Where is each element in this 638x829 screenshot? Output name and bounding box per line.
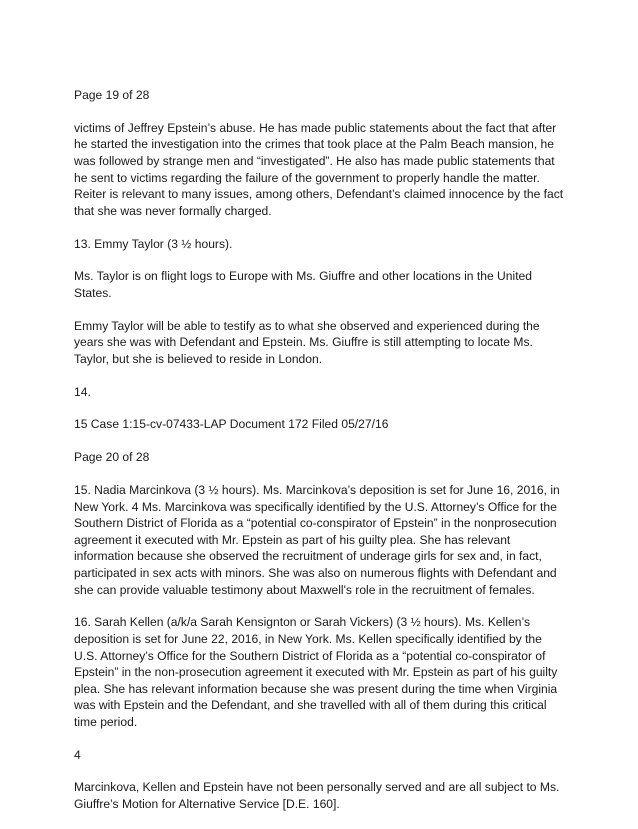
page-number-header: Page 19 of 28 [74, 88, 150, 102]
heading-emmy-taylor: 13. Emmy Taylor (3 ½ hours). [74, 236, 233, 251]
paragraph-marcinkova: 15. Nadia Marcinkova (3 ½ hours). Ms. Marcinkova’s deposition is set for June 16, 2016, in New York. 4 Ms. Marcinkova was specifically identified by the U.S. Attorney’s Office for the Southern District of Florida as a “potential co-conspirator of Epstein” in the nonprosecution agreement it executed with Mr. Epstein as part of his guilty plea. She has relevant information because she observed the recruitment of underage girls for sex and, in fact, participated in sex acts with minors. She was also on numerous flights with Defendant and she can provide valuable testimony about Maxwell's role in the recruitment of females. [74, 483, 560, 597]
page-number-header: Page 20 of 28 [74, 450, 150, 465]
case-header: 15 Case 1:15-cv-07433-LAP Document 172 Filed 05/27/16 [74, 417, 389, 432]
document-page [74, 87, 566, 829]
paragraph-reiter: victims of Jeffrey Epstein’s abuse. He has made public statements about the fact that after he started the investigation into the crimes that took place at the Palm Beach mansion, he was followed by strange men and “investigated”. He also has made public statements that he sent to victims regarding the failure of the government to properly handle the matter. Reiter is relevant to many issues, among others, Defendant’s claimed innocence by the fact that she was never formally charged. [74, 120, 564, 218]
item-14: 14. [74, 384, 91, 399]
paragraph-taylor-flight-logs: Ms. Taylor is on flight logs to Europe with Ms. Giuffre and other locations in the United States. [74, 269, 533, 300]
paragraph-kellen: 16. Sarah Kellen (a/k/a Sarah Kensignton or Sarah Vickers) (3 ½ hours). Ms. Kellen’s deposition is set for June 22, 2016, in New York. Ms. Kellen specifically identified by the U.S. Attorney’s Office for the Southern District of Florida as a “potential co-conspirator of Epstein” in the non-prosecution agreement it executed with Mr. Epstein as part of his guilty plea. She has relevant information because she was present during the time when Virginia was with Epstein and the Defendant, and she travelled with all of them during this critical time period. [74, 615, 558, 729]
footnote-text: Marcinkova, Kellen and Epstein have not been personally served and are all subject to Ms. Giuffre’s Motion for Alternative Service [D.E. 160]. [74, 780, 560, 812]
footnote-number: 4 [74, 747, 81, 762]
paragraph-taylor-testimony: Emmy Taylor will be able to testify as to what she observed and experienced during the years she was with Defendant and Epstein. Ms. Giuffre is still attempting to locate Ms. Taylor, but she is believed to reside in London. [74, 318, 540, 366]
